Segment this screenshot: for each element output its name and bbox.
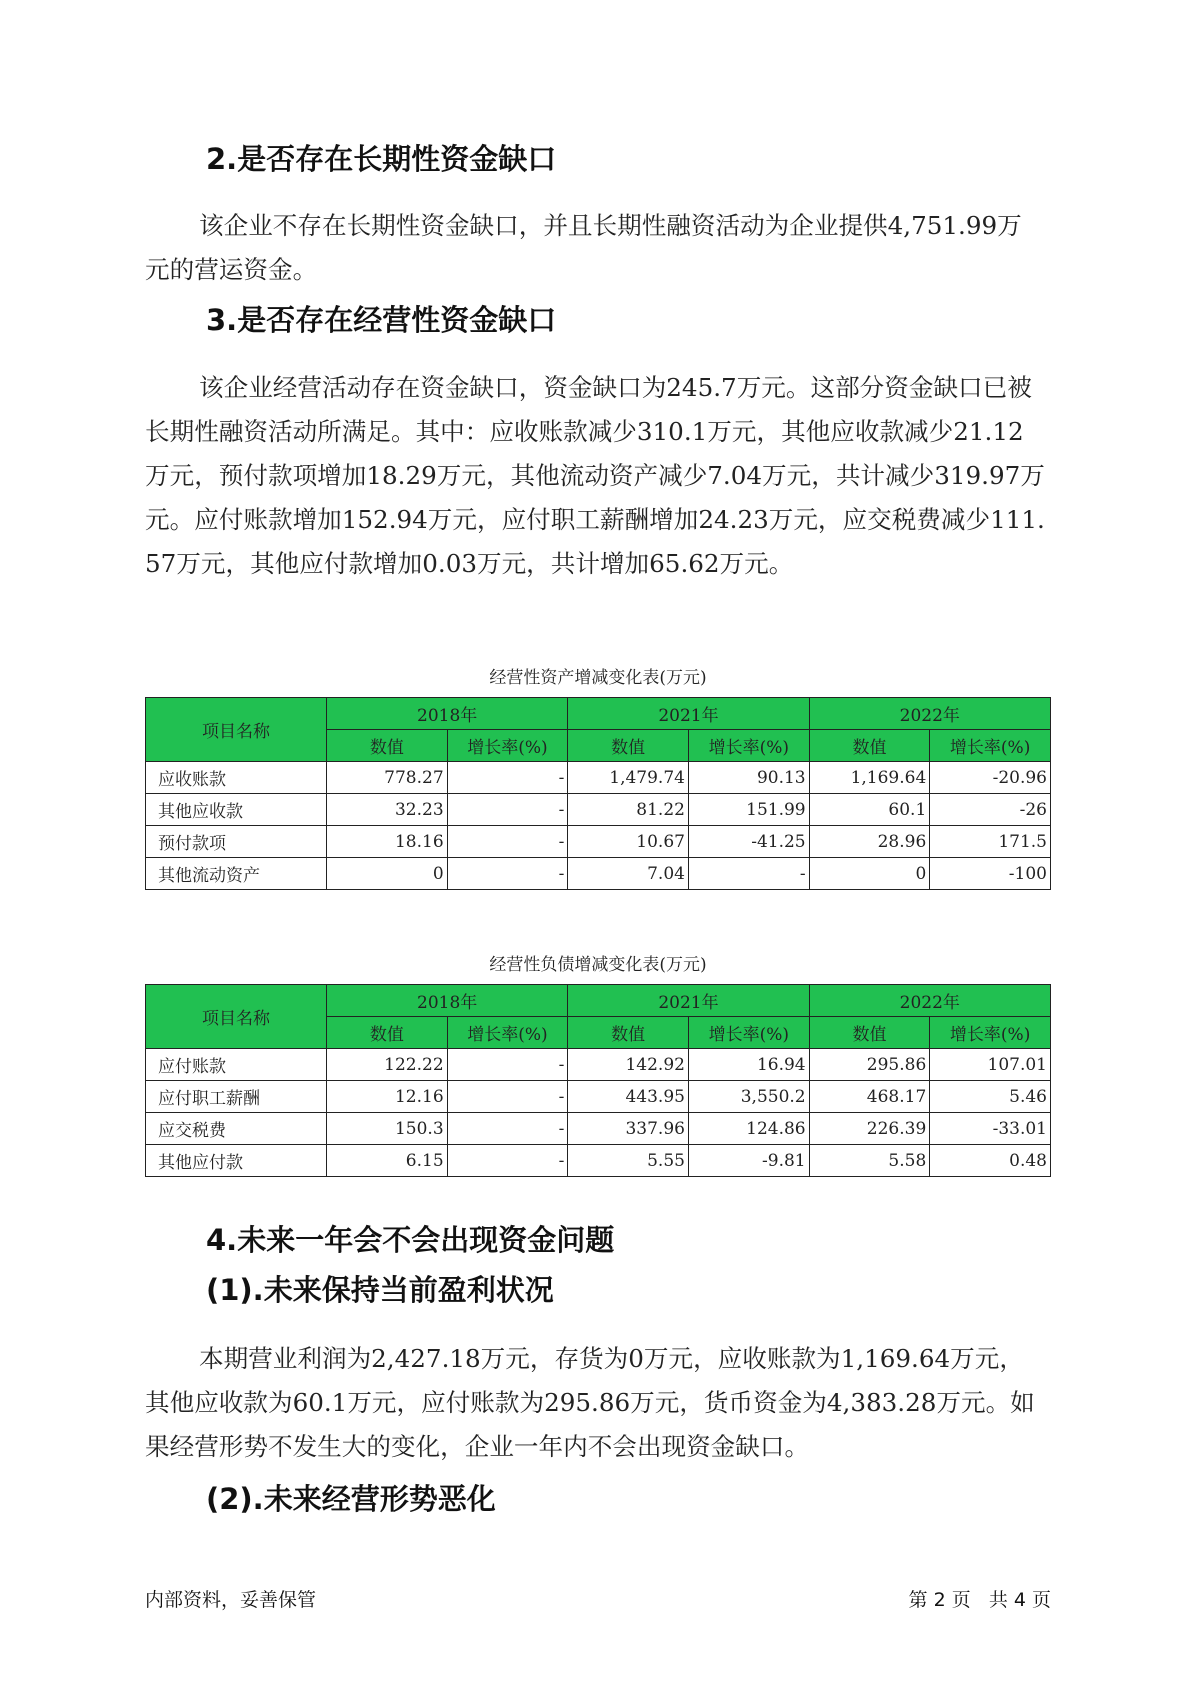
value-cell: 295.86 xyxy=(809,1049,930,1081)
table-row xyxy=(146,1113,1051,1145)
value-cell: 226.39 xyxy=(809,1113,930,1145)
table-row xyxy=(146,1145,1051,1177)
value-cell: 32.23 xyxy=(327,794,448,826)
growth-rate-cell: -33.01 xyxy=(930,1113,1051,1145)
growth-rate-cell: 151.99 xyxy=(688,794,809,826)
value-header: 数值 xyxy=(568,730,689,762)
assets-table-caption: 经营性资产增减变化表(万元) xyxy=(489,668,707,688)
value-cell: 337.96 xyxy=(568,1113,689,1145)
growth-rate-cell: -100 xyxy=(930,858,1051,890)
value-cell: 122.22 xyxy=(327,1049,448,1081)
value-cell: 10.67 xyxy=(568,826,689,858)
growth-rate-cell: - xyxy=(447,1113,568,1145)
growth-rate-header: 增长率(%) xyxy=(930,1017,1051,1049)
growth-rate-header: 增长率(%) xyxy=(930,730,1051,762)
section-2-body: 该企业不存在长期性资金缺口，并且长期性融资活动为企业提供4,751.99万元的营运资金。 xyxy=(145,211,1022,284)
row-item-name: 应付账款 xyxy=(146,1049,327,1081)
table-row xyxy=(146,858,1051,890)
row-item-name: 其他应付款 xyxy=(146,1145,327,1177)
value-cell: 778.27 xyxy=(327,762,448,794)
growth-rate-cell: -41.25 xyxy=(688,826,809,858)
value-header: 数值 xyxy=(327,730,448,762)
growth-rate-cell: 0.48 xyxy=(930,1145,1051,1177)
item-name-header: 项目名称 xyxy=(146,698,327,762)
growth-rate-cell: 3,550.2 xyxy=(688,1081,809,1113)
section-4-2-heading: (2).未来经营形势恶化 xyxy=(206,1482,496,1516)
growth-rate-cell: - xyxy=(447,794,568,826)
value-cell: 18.16 xyxy=(327,826,448,858)
liabilities-table-body xyxy=(146,1049,1051,1177)
section-2-heading: 2.是否存在长期性资金缺口 xyxy=(206,142,557,176)
growth-rate-cell: - xyxy=(447,1081,568,1113)
assets-table-body xyxy=(146,762,1051,890)
growth-rate-cell: - xyxy=(447,826,568,858)
growth-rate-cell: -26 xyxy=(930,794,1051,826)
value-cell: 142.92 xyxy=(568,1049,689,1081)
section-4-1-heading: (1).未来保持当前盈利状况 xyxy=(206,1273,554,1307)
value-cell: 0 xyxy=(809,858,930,890)
growth-rate-cell: 16.94 xyxy=(688,1049,809,1081)
year-header: 2021年 xyxy=(568,985,809,1017)
table-row xyxy=(146,794,1051,826)
row-item-name: 其他流动资产 xyxy=(146,858,327,890)
growth-rate-cell: 171.5 xyxy=(930,826,1051,858)
value-header: 数值 xyxy=(568,1017,689,1049)
value-cell: 1,169.64 xyxy=(809,762,930,794)
growth-rate-header: 增长率(%) xyxy=(447,1017,568,1049)
value-cell: 60.1 xyxy=(809,794,930,826)
value-cell: 7.04 xyxy=(568,858,689,890)
year-header: 2022年 xyxy=(809,698,1050,730)
value-cell: 468.17 xyxy=(809,1081,930,1113)
growth-rate-cell: - xyxy=(447,1049,568,1081)
footer-confidential-note: 内部资料，妥善保管 xyxy=(145,1589,317,1611)
value-cell: 28.96 xyxy=(809,826,930,858)
growth-rate-header: 增长率(%) xyxy=(447,730,568,762)
growth-rate-cell: -20.96 xyxy=(930,762,1051,794)
assets-change-table xyxy=(145,697,1051,890)
row-item-name: 应收账款 xyxy=(146,762,327,794)
value-header: 数值 xyxy=(809,730,930,762)
table-row xyxy=(146,762,1051,794)
year-header: 2018年 xyxy=(327,985,568,1017)
value-header: 数值 xyxy=(809,1017,930,1049)
value-cell: 0 xyxy=(327,858,448,890)
growth-rate-cell: 90.13 xyxy=(688,762,809,794)
liabilities-change-table xyxy=(145,984,1051,1177)
value-cell: 12.16 xyxy=(327,1081,448,1113)
footer-page-number: 第 2 页 共 4 页 xyxy=(908,1589,1051,1611)
growth-rate-cell: 124.86 xyxy=(688,1113,809,1145)
growth-rate-header: 增长率(%) xyxy=(688,730,809,762)
row-item-name: 预付款项 xyxy=(146,826,327,858)
value-cell: 81.22 xyxy=(568,794,689,826)
value-cell: 1,479.74 xyxy=(568,762,689,794)
year-header: 2022年 xyxy=(809,985,1050,1017)
value-cell: 150.3 xyxy=(327,1113,448,1145)
section-3-heading: 3.是否存在经营性资金缺口 xyxy=(206,303,557,337)
row-item-name: 其他应收款 xyxy=(146,794,327,826)
growth-rate-cell: - xyxy=(447,858,568,890)
value-cell: 5.55 xyxy=(568,1145,689,1177)
row-item-name: 应交税费 xyxy=(146,1113,327,1145)
growth-rate-cell: - xyxy=(688,858,809,890)
year-header: 2021年 xyxy=(568,698,809,730)
growth-rate-cell: 107.01 xyxy=(930,1049,1051,1081)
growth-rate-cell: 5.46 xyxy=(930,1081,1051,1113)
value-header: 数值 xyxy=(327,1017,448,1049)
growth-rate-cell: -9.81 xyxy=(688,1145,809,1177)
growth-rate-header: 增长率(%) xyxy=(688,1017,809,1049)
table-row xyxy=(146,1049,1051,1081)
growth-rate-cell: - xyxy=(447,1145,568,1177)
section-4-heading: 4.未来一年会不会出现资金问题 xyxy=(206,1223,615,1257)
row-item-name: 应付职工薪酬 xyxy=(146,1081,327,1113)
table-row xyxy=(146,1081,1051,1113)
item-name-header: 项目名称 xyxy=(146,985,327,1049)
year-header: 2018年 xyxy=(327,698,568,730)
value-cell: 443.95 xyxy=(568,1081,689,1113)
value-cell: 6.15 xyxy=(327,1145,448,1177)
table-row xyxy=(146,826,1051,858)
value-cell: 5.58 xyxy=(809,1145,930,1177)
section-3-body: 该企业经营活动存在资金缺口，资金缺口为245.7万元。这部分资金缺口已被长期性融资活动所满足。其中：应收账款减少310.1万元，其他应收款减少21.12万元，预付款项增加18.29万元，其他流动资产减少7.04万元，共计减少319.97万元。应付账款增加152.94万元，应付职工薪酬增加24.23万元，应交税费减少111.57万元，其他应付款增加0.03万元，共计增加65.62万元。 xyxy=(145,373,1045,578)
liabilities-table-caption: 经营性负债增减变化表(万元) xyxy=(489,955,707,975)
section-4-1-body: 本期营业利润为2,427.18万元，存货为0万元，应收账款为1,169.64万元，其他应收款为60.1万元，应付账款为295.86万元，货币资金为4,383.28万元。如果经营形势不发生大的变化，企业一年内不会出现资金缺口。 xyxy=(145,1344,1035,1461)
growth-rate-cell: - xyxy=(447,762,568,794)
